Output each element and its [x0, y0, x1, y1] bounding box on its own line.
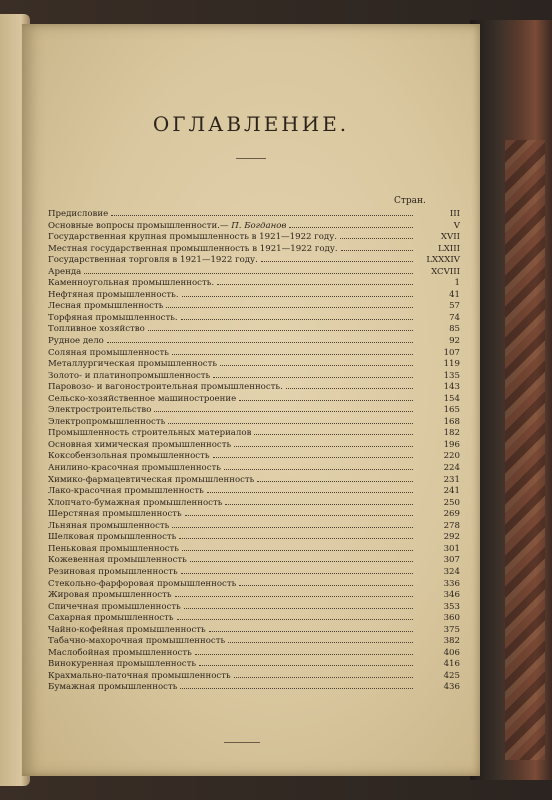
dot-leader	[286, 381, 413, 389]
toc-entry	[48, 531, 460, 543]
toc-entry-title	[48, 336, 104, 348]
toc-entry-title-text: Рудное дело	[48, 336, 104, 347]
toc-entry-title-text: Табачно-махорочная промышленность	[48, 636, 226, 647]
dot-leader	[207, 485, 413, 493]
toc-entry-title	[48, 417, 165, 429]
page-title: ОГЛАВЛЕНИЕ.	[152, 112, 350, 136]
toc-entry-title	[48, 348, 169, 360]
toc-entry-page: 436	[443, 682, 460, 693]
dot-leader	[289, 220, 413, 228]
dot-leader	[172, 347, 413, 355]
toc-entry-page: 324	[443, 566, 460, 577]
toc-entry-title	[48, 648, 192, 660]
dot-leader	[234, 670, 413, 678]
toc-entry-title	[48, 221, 286, 233]
toc-entry-page: 231	[443, 474, 460, 485]
toc-entry	[48, 624, 460, 636]
toc-entry-page: LXXXIV	[426, 255, 460, 266]
toc-entry-title-text: Основная химическая промышленность	[48, 439, 232, 450]
toc-entry-title-text: Спичечная промышленность	[48, 601, 181, 612]
toc-entry-title-text: Аренда	[48, 266, 82, 277]
toc-entry-title-text: Лесная промышленность	[48, 301, 164, 312]
dot-leader	[199, 658, 413, 666]
dot-leader	[175, 589, 413, 597]
toc-entry-page: 278	[443, 520, 460, 531]
toc-entry	[48, 404, 460, 416]
dot-leader	[177, 612, 413, 620]
toc-entry-title	[48, 602, 181, 614]
toc-entry	[48, 231, 460, 243]
toc-entry-title	[48, 209, 108, 221]
toc-entry	[48, 289, 460, 301]
toc-entry	[48, 243, 460, 255]
toc-entry-page: 250	[443, 497, 460, 508]
toc-entry-title-text: Металлургическая промышленность	[48, 359, 218, 370]
toc-entry	[48, 416, 460, 428]
toc-entry	[48, 300, 460, 312]
toc-entry-title-text: Анилино-красочная промышленность	[48, 463, 221, 474]
toc-entry	[48, 450, 460, 462]
toc-entry-title-text: Химико-фармацевтическая промышленность	[48, 474, 255, 485]
dot-leader	[239, 393, 413, 401]
dot-leader	[107, 335, 413, 343]
toc-entry-title	[48, 567, 178, 579]
toc-entry-title-text: Кожевенная промышленность	[48, 555, 187, 566]
toc-entry-title	[48, 532, 176, 544]
toc-entry	[48, 670, 460, 682]
dot-leader	[225, 497, 413, 505]
toc-entry-title-text: Нефтяная промышленность.	[48, 289, 179, 300]
toc-entry	[48, 266, 460, 278]
toc-entry-title	[48, 267, 81, 279]
toc-entry-title-text: Электропромышленность	[48, 416, 166, 427]
toc-entry	[48, 347, 460, 359]
dot-leader	[213, 370, 413, 378]
toc-entry-page: V	[453, 220, 460, 231]
toc-entry-page: 301	[443, 543, 460, 554]
toc-entry	[48, 658, 460, 670]
toc-entry	[48, 554, 460, 566]
toc-entry-title	[48, 590, 172, 602]
toc-entry-page: XCVIII	[431, 266, 460, 277]
dot-leader	[220, 358, 413, 366]
toc-entry-page: 143	[443, 382, 460, 393]
toc-entry-title	[48, 486, 204, 498]
toc-entry-title	[48, 451, 210, 463]
dot-leader	[261, 254, 413, 262]
toc-entry-title	[48, 290, 179, 302]
dot-leader	[181, 566, 413, 574]
toc-entry-title	[48, 625, 206, 637]
toc-entry-page: III	[449, 209, 460, 219]
dot-leader	[154, 404, 413, 412]
toc-entry-title-text: Льняная промышленность	[48, 520, 170, 531]
toc-entry	[48, 635, 460, 647]
toc-entry-title	[48, 659, 196, 671]
toc-entry-title-text: Соляная промышленность	[48, 347, 169, 358]
toc-entry-page: 425	[443, 670, 460, 681]
toc-entry-page: 168	[443, 416, 460, 427]
toc-entry-title	[48, 682, 177, 694]
toc-entry-title	[48, 359, 217, 371]
toc-entry	[48, 277, 460, 289]
toc-entry-title-text: Промышленность строительных материалов	[48, 428, 252, 439]
toc-entry	[48, 370, 460, 382]
toc-entry	[48, 220, 460, 232]
toc-entry-page: 382	[443, 636, 460, 647]
toc-entry	[48, 393, 460, 405]
dot-leader	[224, 462, 413, 470]
page-column-label: Стран.	[394, 196, 426, 206]
toc-entry-title	[48, 509, 182, 521]
toc-entry	[48, 323, 460, 335]
dot-leader	[217, 277, 413, 285]
toc-entry	[48, 508, 460, 520]
toc-entry	[48, 335, 460, 347]
toc-entry-title-text: Стекольно-фарфоровая промышленность	[48, 578, 237, 589]
dot-leader	[185, 508, 413, 516]
dot-leader	[180, 681, 413, 689]
table-of-contents	[48, 208, 460, 693]
toc-entry-page: 196	[443, 439, 460, 450]
toc-entry-title-text: Шерстяная промышленность	[48, 509, 182, 520]
toc-entry-title-text: Шелковая промышленность	[48, 532, 177, 543]
toc-entry	[48, 647, 460, 659]
toc-entry	[48, 520, 460, 532]
toc-entry-page: 182	[443, 428, 460, 439]
toc-entry-page: 360	[443, 613, 460, 624]
toc-entry	[48, 601, 460, 613]
toc-entry-title-text: Топливное хозяйство	[48, 324, 145, 335]
toc-entry-title-text: Бумажная промышленность	[48, 682, 178, 693]
dot-leader	[111, 208, 413, 216]
toc-entry	[48, 681, 460, 693]
toc-entry-page: 57	[449, 301, 460, 312]
toc-entry	[48, 589, 460, 601]
toc-entry-title-text: Государственная крупная промышленность в 1921—1922 году.	[48, 232, 337, 243]
toc-entry-title-text: Золото- и платинопромышленность	[48, 370, 211, 381]
toc-entry-title-text: Основные вопросы промышленности.—	[48, 220, 229, 231]
dot-leader	[182, 543, 413, 551]
contents-page	[22, 24, 480, 776]
dot-leader	[228, 635, 413, 643]
toc-entry-page: 85	[449, 324, 460, 335]
dot-leader	[166, 300, 413, 308]
toc-entry-title-text: Электростроительство	[48, 405, 152, 416]
toc-entry-page: 1	[454, 278, 460, 289]
toc-entry	[48, 381, 460, 393]
toc-entry	[48, 358, 460, 370]
dot-leader	[257, 474, 413, 482]
toc-entry-title	[48, 405, 151, 417]
dot-leader	[84, 266, 413, 274]
toc-entry-page: 336	[443, 578, 460, 589]
toc-entry-page: 41	[449, 289, 460, 300]
toc-entry-title-text: Предисловие	[48, 209, 109, 219]
toc-entry-page: 292	[443, 532, 460, 543]
dot-leader	[254, 427, 413, 435]
toc-entry-title-text: Крахмально-паточная промышленность	[48, 670, 231, 681]
toc-entry	[48, 566, 460, 578]
toc-entry	[48, 312, 460, 324]
toc-entry-author: П. Богданов	[231, 220, 287, 231]
toc-entry-page: 307	[443, 555, 460, 566]
toc-entry	[48, 439, 460, 451]
toc-entry-page: LXIII	[437, 243, 460, 254]
dot-leader	[184, 601, 413, 609]
dot-leader	[181, 312, 413, 320]
toc-entry-title	[48, 544, 179, 556]
toc-entry	[48, 497, 460, 509]
toc-entry-page: 154	[443, 393, 460, 404]
dot-leader	[239, 578, 413, 586]
toc-entry-page: 353	[443, 601, 460, 612]
dot-leader	[148, 323, 413, 331]
toc-entry	[48, 612, 460, 624]
toc-entry-title-text: Сельско-хозяйственное машиностроение	[48, 393, 237, 404]
dot-leader	[195, 647, 413, 655]
bottom-divider	[224, 742, 260, 743]
dot-leader	[341, 243, 413, 251]
toc-entry	[48, 578, 460, 590]
toc-entry-page: 406	[443, 647, 460, 658]
toc-entry-page: 224	[443, 463, 460, 474]
toc-entry-title	[48, 440, 231, 452]
toc-entry-title-text: Торфяная промышленность.	[48, 312, 178, 323]
toc-entry-title-text: Жировая промышленность	[48, 590, 172, 601]
toc-entry-title-text: Пеньковая промышленность	[48, 543, 179, 554]
toc-entry-page: 107	[443, 347, 460, 358]
toc-entry	[48, 254, 460, 266]
title-divider	[236, 158, 266, 159]
toc-entry-title-text: Местная государственная промышленность в 1921—1922 году.	[48, 243, 338, 254]
dot-leader	[213, 450, 413, 458]
toc-entry-title-text: Каменноугольная промышленность.	[48, 278, 215, 289]
toc-entry	[48, 485, 460, 497]
toc-entry-title	[48, 371, 210, 383]
toc-entry-page: 269	[443, 509, 460, 520]
dot-leader	[234, 439, 413, 447]
toc-entry-title	[48, 301, 163, 313]
toc-entry-page: 135	[443, 370, 460, 381]
toc-entry-title-text: Государственная торговля в 1921—1922 году.	[48, 255, 258, 266]
toc-entry-title-text: Паровозо- и вагоностроительная промышленность.	[48, 382, 283, 393]
toc-entry-title	[48, 613, 174, 625]
dot-leader	[340, 231, 413, 239]
toc-entry-page: 346	[443, 590, 460, 601]
toc-entry-page: XVII	[440, 232, 460, 243]
toc-entry-page: 92	[449, 336, 460, 347]
toc-entry	[48, 427, 460, 439]
toc-entry-title-text: Хлопчато-бумажная промышленность	[48, 497, 223, 508]
dot-leader	[168, 416, 413, 424]
toc-entry-title-text: Коксобензольная промышленность	[48, 451, 210, 462]
marbled-page-edges	[505, 140, 545, 760]
toc-entry-title	[48, 232, 337, 244]
toc-entry-title-text: Резиновая промышленность	[48, 566, 178, 577]
dot-leader	[209, 624, 413, 632]
toc-entry-page: 165	[443, 405, 460, 416]
dot-leader	[190, 554, 413, 562]
toc-entry-title-text: Маслобойная промышленность	[48, 647, 192, 658]
toc-entry	[48, 543, 460, 555]
dot-leader	[179, 531, 413, 539]
dot-leader	[182, 289, 413, 297]
toc-entry	[48, 474, 460, 486]
toc-entry-title-text: Лако-красочная промышленность	[48, 486, 204, 497]
toc-entry	[48, 208, 460, 220]
toc-entry-page: 74	[449, 312, 460, 323]
toc-entry-title	[48, 428, 251, 440]
toc-entry-page: 119	[443, 359, 460, 370]
toc-entry-page: 220	[443, 451, 460, 462]
toc-entry-page: 375	[443, 624, 460, 635]
toc-entry-title	[48, 555, 187, 567]
toc-entry-title	[48, 521, 169, 533]
toc-entry-page: 241	[443, 486, 460, 497]
dot-leader	[172, 520, 413, 528]
toc-entry-title-text: Сахарная промышленность	[48, 613, 174, 624]
toc-entry-title-text: Винокуренная промышленность	[48, 659, 197, 670]
toc-entry-title-text: Чайно-кофейная промышленность	[48, 624, 206, 635]
toc-entry-title	[48, 463, 221, 475]
toc-entry	[48, 462, 460, 474]
toc-entry-page: 416	[443, 659, 460, 670]
